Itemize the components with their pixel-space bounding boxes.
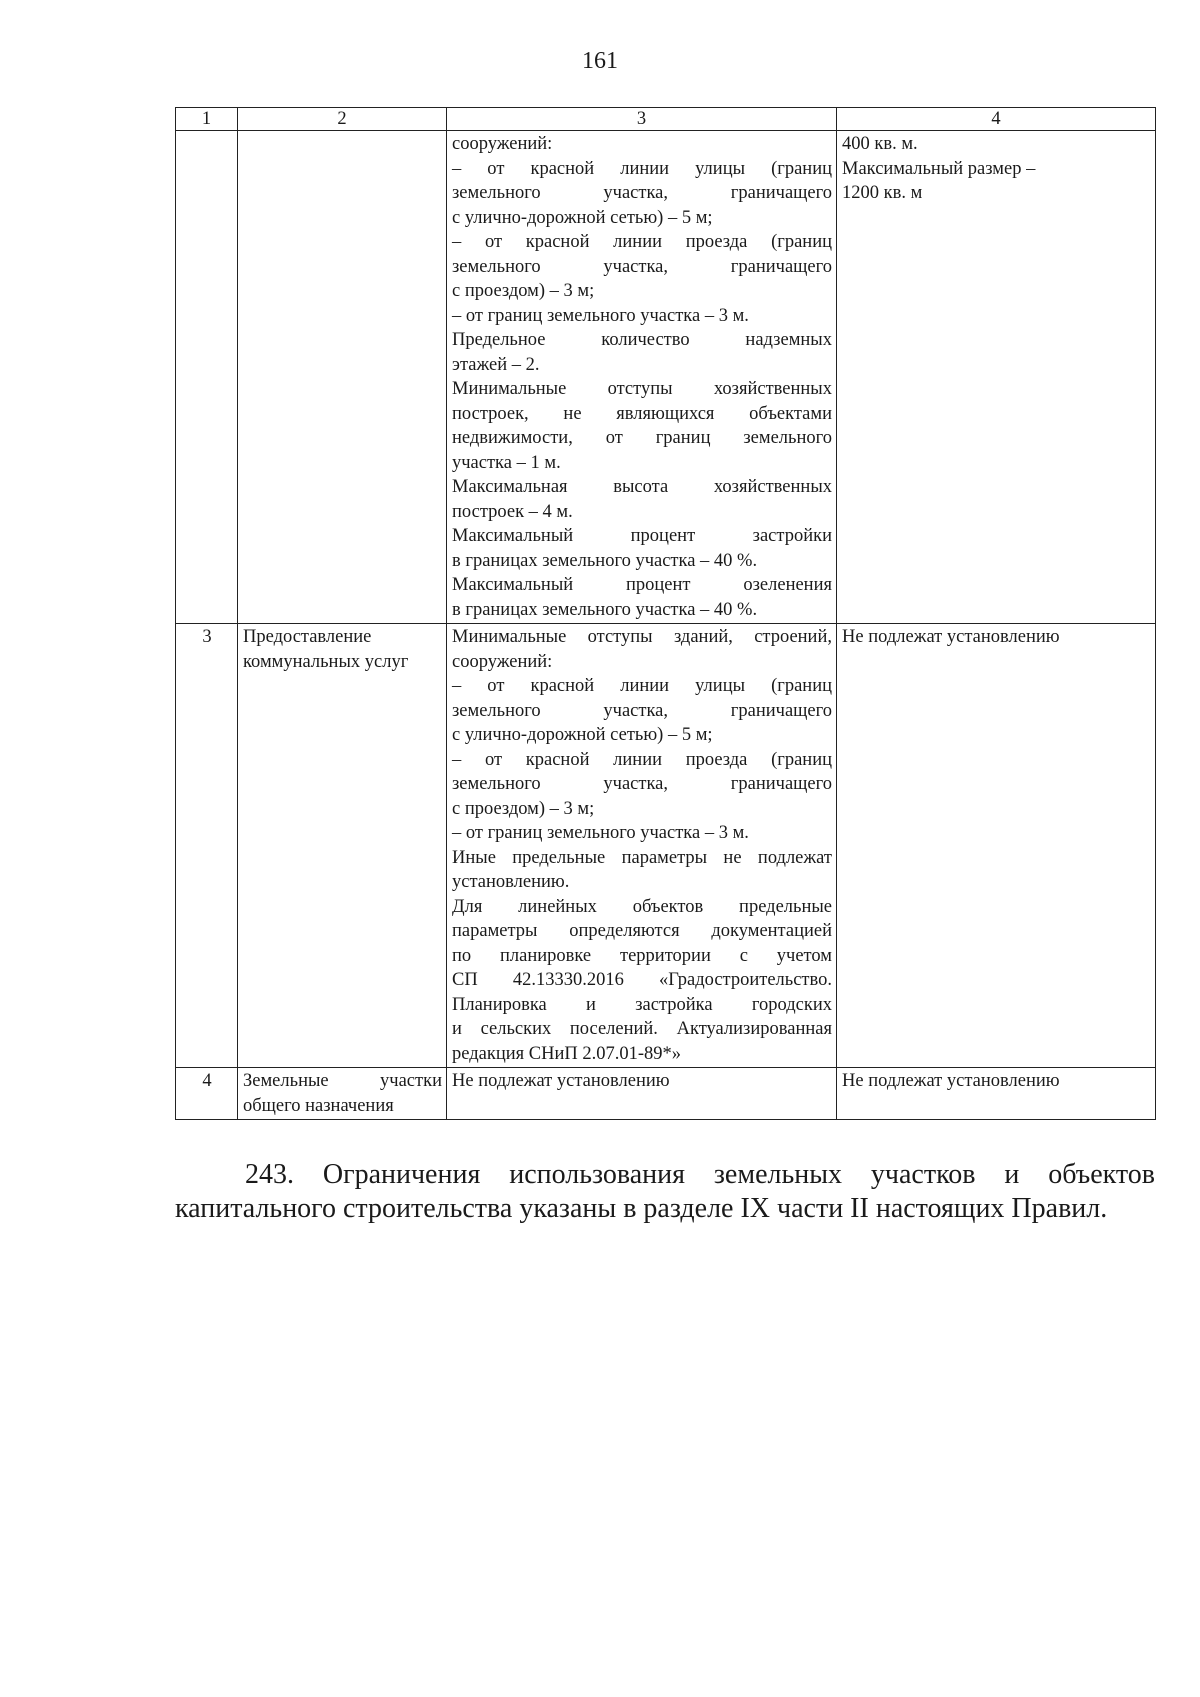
text-line: – от границ земельного участка – 3 м. [452,823,749,843]
text-line: 1200 кв. м [842,183,923,203]
text-line: с улично-дорожной сетью) – 5 м; [452,725,713,745]
text-line: этажей – 2. [452,354,540,375]
table-header-row [176,108,1156,131]
cell-number: 3 [176,624,238,1068]
paragraph-line: 243. Ограничения использования земельных участков и объектов [245,1159,1155,1190]
text-line: недвижимости, от границ земельного [452,428,832,448]
cell-land-use [238,624,447,1068]
header-col-3: 3 [447,108,837,131]
table-row-3 [176,624,1156,1068]
table-row-4 [176,1068,1156,1120]
text-line: сооружений: [452,651,553,672]
header-col-1: 1 [176,108,238,131]
text-line: Планировка и застройка городских [452,994,832,1015]
table-row-continued [176,131,1156,624]
text-line: – от красной линии улицы (границ [452,158,832,179]
text-line: – от красной линии улицы (границ [452,676,832,696]
cell-parameters [447,131,837,624]
text-line: – от красной линии проезда (границ [452,749,832,770]
text-line: Максимальный процент озеленения [452,575,832,595]
text-line: с проездом) – 3 м; [452,798,595,819]
text-line: Максимальный размер – [842,158,1036,179]
text-line: Земельные участки [243,1071,442,1091]
text-line: параметры определяются документацией [452,921,832,941]
closing-paragraph [175,1158,1155,1226]
header-col-2: 2 [238,108,447,131]
text-line: Иные предельные параметры не подлежат [452,847,832,868]
page-number: 161 [582,48,618,74]
cell-plot-size: Не подлежат установлению [837,624,1156,1068]
text-line: установлению. [452,872,570,892]
text-line: Минимальные отступы зданий, строений, [452,627,832,647]
text-line: земельного участка, граничащего [452,700,832,721]
text-line: Минимальные отступы хозяйственных [452,379,832,399]
cell-parameters: Не подлежат установлению [447,1068,837,1120]
text-line: земельного участка, граничащего [452,256,832,277]
text-line: – от красной линии проезда (границ [452,232,832,252]
text-line: редакция СНиП 2.07.01-89*» [452,1043,682,1064]
text-line: – от границ земельного участка – 3 м. [452,305,749,326]
text-line: СП 42.13330.2016 «Градостроительство. [452,970,832,990]
text-line: и сельских поселений. Актуализированная [452,1019,832,1039]
cell-land-use [238,131,447,624]
text-line: Максимальный процент застройки [452,526,832,546]
parameters-table [175,107,1156,1120]
header-col-4: 4 [837,108,1156,131]
text-line: Предоставление [243,627,372,647]
text-line: Максимальная высота хозяйственных [452,477,832,497]
text-line: земельного участка, граничащего [452,774,832,794]
cell-plot-size: Не подлежат установлению [837,1068,1156,1120]
text-line: сооружений: [452,134,553,154]
text-line: в границах земельного участка – 40 %. [452,550,758,571]
text-line: в границах земельного участка – 40 %. [452,599,758,620]
text-line: коммунальных услуг [243,651,409,672]
cell-number: 4 [176,1068,238,1120]
text-line: с улично-дорожной сетью) – 5 м; [452,207,713,228]
cell-land-use [238,1068,447,1120]
cell-number [176,131,238,624]
text-line: с проездом) – 3 м; [452,281,595,301]
text-line: построек – 4 м. [452,501,573,522]
text-line: общего назначения [243,1095,394,1116]
text-line: Для линейных объектов предельные [452,896,832,917]
text-line: участка – 1 м. [452,452,561,473]
text-line: Предельное количество надземных [452,330,832,350]
cell-plot-size [837,131,1156,624]
text-line: по планировке территории с учетом [452,945,832,966]
text-line: построек, не являющихся объектами [452,403,832,424]
text-line: 400 кв. м. [842,134,918,154]
paragraph-line: капитального строительства указаны в разделе IX части II настоящих Правил. [175,1193,1108,1224]
cell-parameters [447,624,837,1068]
text-line: земельного участка, граничащего [452,183,832,203]
